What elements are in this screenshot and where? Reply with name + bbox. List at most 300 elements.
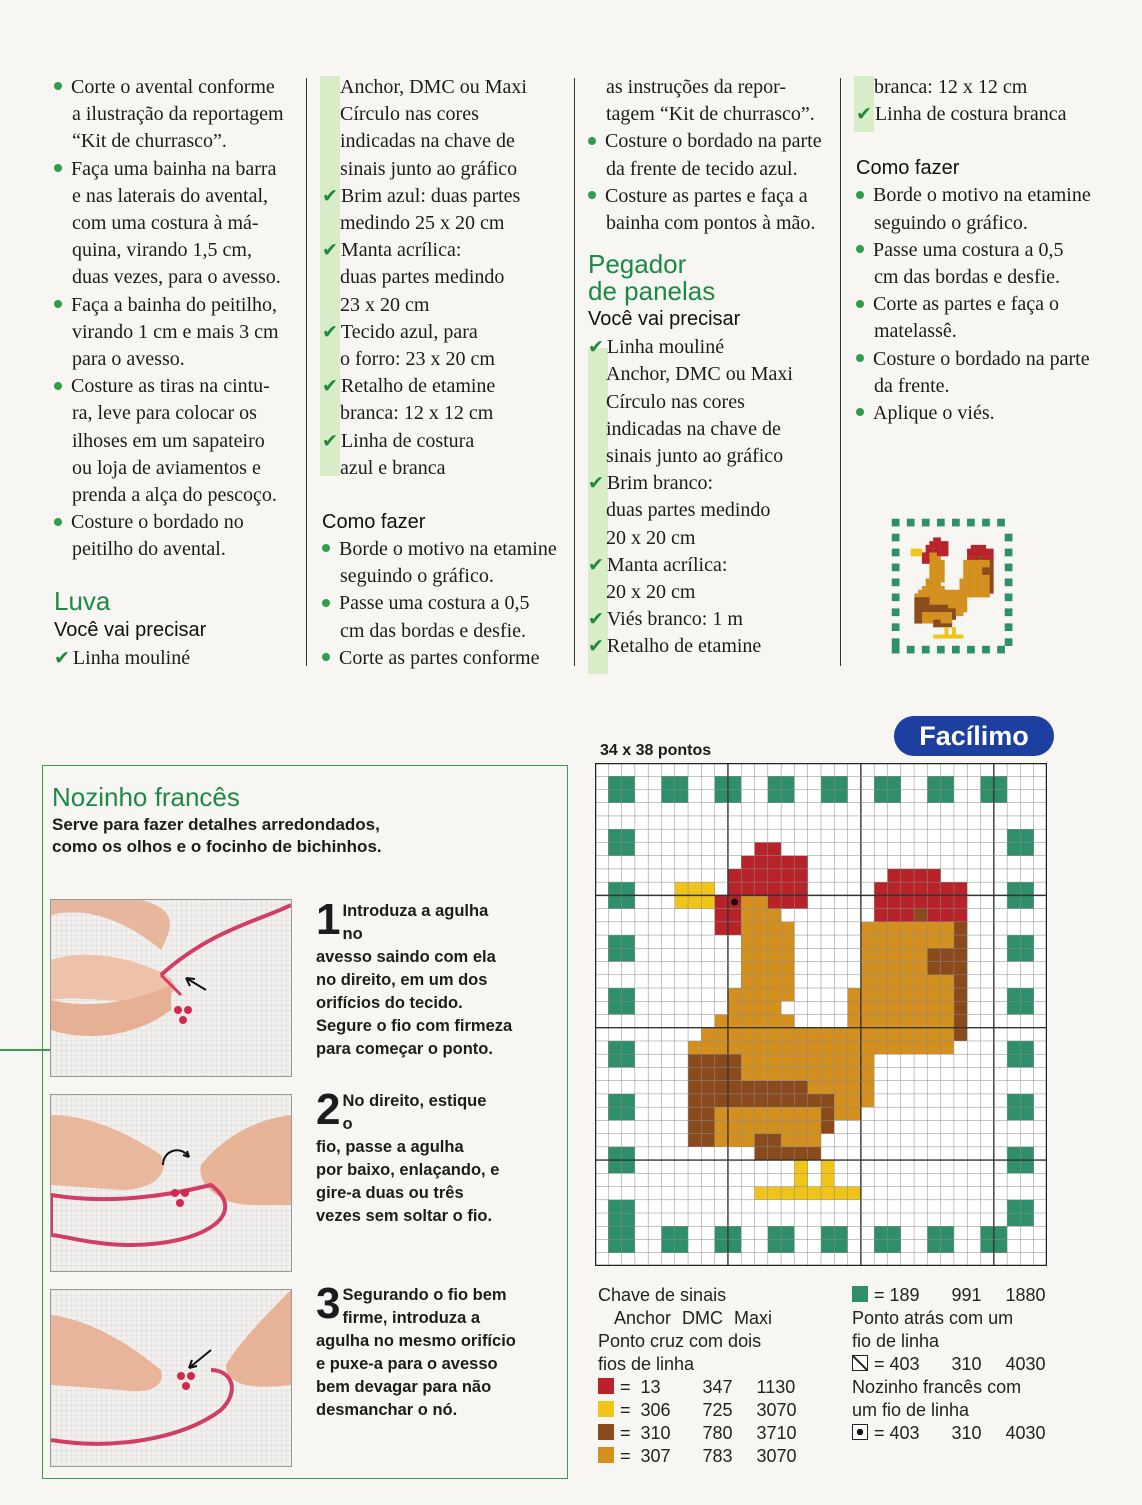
thumb-cell (941, 579, 945, 583)
thumb-cell (967, 564, 971, 568)
stitch-cell (768, 842, 781, 855)
stitch-cell (901, 909, 914, 922)
stitch-cell (874, 1041, 887, 1054)
thumb-cell (948, 593, 952, 597)
thumb-cell (929, 593, 933, 597)
step-text-line: por baixo, enlaçando, e (316, 1161, 500, 1179)
stitch-cell (768, 1094, 781, 1107)
stitch-cell (768, 776, 781, 789)
text-line-content: da frente de tecido azul. (606, 157, 798, 180)
stitch-cell (728, 1015, 741, 1028)
stitch-cell (781, 869, 794, 882)
stitch-cell (715, 1041, 728, 1054)
stitch-cell (728, 922, 741, 935)
text-line (54, 455, 302, 482)
text-line-content: prenda a alça do pescoço. (72, 484, 277, 507)
stitch-cell (874, 935, 887, 948)
nozinho-subtitle-line-1: Serve para fazer detalhes arredondados, (52, 815, 380, 834)
stitch-cell (901, 975, 914, 988)
stitch-cell (622, 1147, 635, 1160)
backstitch-symbol-icon (852, 1355, 868, 1371)
stitch-cell (901, 935, 914, 948)
stitch-cell (808, 1134, 821, 1147)
stitch-cell (701, 1081, 714, 1094)
text-line-content: quina, virando 1,5 cm, (72, 239, 252, 262)
text-line (856, 237, 1106, 264)
text-line (54, 128, 302, 155)
stitch-cell (781, 1028, 794, 1041)
stitch-cell (1020, 1160, 1033, 1173)
text-line (54, 101, 302, 128)
check-icon: ✔ (322, 375, 338, 398)
text-line-content: e nas laterais do avental, (72, 184, 269, 207)
thumb-cell (896, 552, 900, 556)
thumb-cell (1005, 623, 1009, 627)
stitch-cell (954, 1001, 967, 1014)
stitch-cell (1020, 1001, 1033, 1014)
stitch-cell (994, 1240, 1007, 1253)
thumb-cell (896, 638, 900, 642)
thumb-cell (929, 549, 933, 553)
bullet-icon (54, 382, 62, 390)
stitch-cell (715, 895, 728, 908)
stitch-cell (874, 948, 887, 961)
stitch-cell (887, 975, 900, 988)
thumb-cell (929, 571, 933, 575)
thumb-cell (933, 590, 937, 594)
thumb-cell (986, 560, 990, 564)
stitch-cell (781, 1094, 794, 1107)
stitch-cell (927, 789, 940, 802)
luva-subtitle: Você vai precisar (54, 618, 207, 641)
thumb-cell (929, 552, 933, 556)
stitch-cell (768, 909, 781, 922)
stitch-cell (728, 882, 741, 895)
thumb-cell (1005, 537, 1009, 541)
stitch-cell (675, 1240, 688, 1253)
thumb-cell (978, 564, 982, 568)
stitch-cell (715, 1081, 728, 1094)
thumb-cell (952, 593, 956, 597)
thumb-cell (937, 635, 941, 639)
french-knot-symbol-icon (852, 1424, 868, 1440)
thumb-cell (922, 519, 926, 523)
thumb-cell (937, 620, 941, 624)
stitch-cell (874, 962, 887, 975)
text-line (322, 183, 570, 210)
thumb-cell (926, 586, 930, 590)
text-line (54, 536, 302, 563)
thumb-cell (911, 519, 915, 523)
thumb-cell (1005, 552, 1009, 556)
step-text-line: orifícios do tecido. (316, 994, 463, 1012)
text-line-content: Anchor, DMC ou Maxi (606, 363, 793, 386)
stitch-cell (927, 935, 940, 948)
thumb-cell (914, 549, 918, 553)
stitch-cell (848, 1054, 861, 1067)
stitch-cell (848, 1041, 861, 1054)
check-icon: ✔ (588, 635, 604, 658)
text-line-content: Viés branco: 1 m (606, 608, 743, 631)
thumb-cell (975, 545, 979, 549)
stitch-cell (701, 882, 714, 895)
thumb-cell (963, 582, 967, 586)
thumb-cell (944, 601, 948, 605)
thumb-cell (986, 579, 990, 583)
thumb-cell (975, 575, 979, 579)
thumb-cell (944, 627, 948, 631)
thumb-cell (941, 597, 945, 601)
check-icon: ✔ (588, 553, 604, 576)
stitch-cell (741, 1134, 754, 1147)
stitch-cell (1007, 882, 1020, 895)
thumb-cell (911, 650, 915, 654)
stitch-cell (741, 922, 754, 935)
stitch-cell (927, 776, 940, 789)
stitch-cell (781, 1081, 794, 1094)
thumb-cell (929, 620, 933, 624)
thumb-cell (896, 646, 900, 650)
thumb-cell (922, 593, 926, 597)
stitch-cell (768, 1054, 781, 1067)
thumb-cell (956, 590, 960, 594)
stitch-cell (755, 962, 768, 975)
thumb-cell (975, 571, 979, 575)
stitch-cell (861, 1081, 874, 1094)
stitch-cell (755, 882, 768, 895)
text-line (54, 156, 302, 183)
cross-stitch-chart (595, 763, 1047, 1266)
thumb-cell (896, 522, 900, 526)
thumb-cell (896, 567, 900, 571)
thumb-cell (963, 579, 967, 583)
thumb-cell (982, 522, 986, 526)
thumb-cell (952, 608, 956, 612)
stitch-cell (608, 1107, 621, 1120)
step-text-line: gire-a duas ou três (316, 1184, 464, 1202)
stitch-cell (741, 988, 754, 1001)
thumb-cell (933, 623, 937, 627)
thumb-cell (892, 522, 896, 526)
thumb-cell (937, 545, 941, 549)
thumb-cell (918, 605, 922, 609)
thumb-cell (960, 593, 964, 597)
stitch-cell (794, 1107, 807, 1120)
text-line (588, 334, 838, 361)
legend-row: = 13 347 1130 (598, 1376, 797, 1399)
stitch-cell (914, 895, 927, 908)
stitch-cell (661, 789, 674, 802)
stitch-cell (994, 776, 1007, 789)
stitch-cell (808, 1107, 821, 1120)
stitch-cell (741, 1041, 754, 1054)
column-rule-2 (574, 78, 575, 666)
bullet-icon (322, 544, 330, 552)
stitch-cell (768, 895, 781, 908)
stitch-cell (981, 776, 994, 789)
thumb-cell (982, 567, 986, 571)
thumb-cell (971, 564, 975, 568)
stitch-cell (887, 869, 900, 882)
thumb-cell (941, 605, 945, 609)
column-1 (54, 74, 302, 672)
stitch-cell (848, 1187, 861, 1200)
stitch-cell (768, 1240, 781, 1253)
text-line-content: Tecido azul, para (340, 320, 478, 343)
stitch-cell (608, 895, 621, 908)
thumb-cell (896, 612, 900, 616)
check-icon: ✔ (54, 646, 70, 669)
stitch-cell (941, 948, 954, 961)
stitch-cell (755, 869, 768, 882)
stitch-cell (768, 1107, 781, 1120)
stitch-cell (914, 1028, 927, 1041)
thumb-cell (952, 612, 956, 616)
thumb-cell (937, 537, 941, 541)
text-line-content: indicadas na chave de (606, 417, 781, 440)
step-text-line: firme, introduza a (342, 1309, 481, 1327)
thumb-cell (952, 631, 956, 635)
thumb-cell (1005, 582, 1009, 586)
step-text-line: desmanchar o nó. (316, 1401, 458, 1419)
stitch-cell (808, 1054, 821, 1067)
stitch-cell (914, 962, 927, 975)
stitch-cell (755, 1081, 768, 1094)
column-2 (322, 74, 570, 672)
thumb-cell (929, 608, 933, 612)
stitch-cell (887, 1240, 900, 1253)
thumb-cell (941, 567, 945, 571)
stitch-cell (688, 1094, 701, 1107)
thumb-cell (975, 556, 979, 560)
stitch-cell (688, 1107, 701, 1120)
stitch-cell (981, 1226, 994, 1239)
thumb-cell (1008, 612, 1012, 616)
thumb-cell (982, 549, 986, 553)
thumb-cell (918, 608, 922, 612)
thumb-cell (892, 593, 896, 597)
stitch-cell (622, 776, 635, 789)
stitch-cell (914, 988, 927, 1001)
thumb-cell (944, 631, 948, 635)
text-line-content: branca: 12 x 12 cm (340, 402, 494, 425)
thumb-cell (933, 556, 937, 560)
step-3-text (316, 1279, 516, 1422)
thumb-cell (960, 605, 964, 609)
thumb-cell (982, 646, 986, 650)
stitch-cell (608, 882, 621, 895)
stitch-cell (1007, 829, 1020, 842)
text-line-content: com uma costura à má- (72, 212, 259, 235)
text-line-content: Anchor, DMC ou Maxi (340, 76, 527, 98)
stitch-cell (874, 1028, 887, 1041)
check-icon: ✔ (856, 103, 872, 126)
thumb-cell (933, 571, 937, 575)
thumb-cell (967, 586, 971, 590)
column-rule-1 (306, 78, 307, 666)
stitch-cell (954, 909, 967, 922)
thumb-cell (941, 601, 945, 605)
legend-cross-title-2: fios de linha (598, 1354, 695, 1374)
thumb-cell (896, 582, 900, 586)
thumb-cell (1008, 552, 1012, 556)
thumb-cell (914, 552, 918, 556)
stitch-cell (887, 882, 900, 895)
stitch-cell (834, 1107, 847, 1120)
stitch-cell (874, 909, 887, 922)
thumb-cell (948, 635, 952, 639)
thumb-cell (892, 623, 896, 627)
stitch-cell (914, 869, 927, 882)
stitch-cell (1007, 935, 1020, 948)
thumb-cell (967, 593, 971, 597)
text-line (588, 210, 838, 237)
text-line (54, 428, 302, 455)
stitch-cell (781, 1067, 794, 1080)
thumb-cell (986, 650, 990, 654)
thumb-cell (971, 575, 975, 579)
thumb-cell (967, 567, 971, 571)
stitch-cell (927, 948, 940, 961)
thumb-cell (941, 635, 945, 639)
thumb-cell (956, 522, 960, 526)
stitch-cell (794, 1028, 807, 1041)
stitch-cell (941, 909, 954, 922)
step-3-photo (50, 1289, 292, 1467)
thumb-cell (907, 646, 911, 650)
thumb-cell (1005, 567, 1009, 571)
thumb-cell (948, 612, 952, 616)
stitch-cell (701, 1134, 714, 1147)
stitch-cell (608, 1240, 621, 1253)
bullet-icon (588, 137, 596, 145)
thumb-cell (892, 579, 896, 583)
stitch-cell (728, 869, 741, 882)
column-4 (856, 74, 1106, 427)
stitch-cell (914, 1015, 927, 1028)
como-fazer-title-4: Como fazer (856, 157, 960, 180)
stitch-cell (834, 776, 847, 789)
thumb-cell (990, 564, 994, 568)
stitch-cell (768, 948, 781, 961)
stitch-cell (887, 962, 900, 975)
thumb-cell (1008, 534, 1012, 538)
stitch-cell (728, 909, 741, 922)
thumb-cell (956, 646, 960, 650)
stitch-cell (768, 1001, 781, 1014)
thumb-cell (986, 567, 990, 571)
thumb-cell (892, 627, 896, 631)
stitch-cell (848, 1015, 861, 1028)
stitch-cell (1020, 882, 1033, 895)
thumb-cell (982, 586, 986, 590)
stitch-cell (914, 882, 927, 895)
stitch-cell (1020, 829, 1033, 842)
thumb-cell (978, 549, 982, 553)
thumb-cell (1005, 549, 1009, 553)
thumb-cell (1008, 537, 1012, 541)
stitch-cell (874, 1015, 887, 1028)
stitch-cell (901, 1028, 914, 1041)
stitch-cell (622, 1054, 635, 1067)
text-line-content: Costure o bordado no (71, 511, 244, 534)
stitch-cell (927, 1041, 940, 1054)
thumb-cell (956, 593, 960, 597)
stitch-cell (688, 1054, 701, 1067)
stitch-cell (834, 1226, 847, 1239)
thumb-cell (967, 549, 971, 553)
stitch-cell (768, 882, 781, 895)
stitch-cell (848, 1028, 861, 1041)
stitch-cell (608, 1200, 621, 1213)
stitch-cell (622, 1001, 635, 1014)
thumb-cell (892, 534, 896, 538)
thumb-cell (975, 593, 979, 597)
thumb-cell (952, 519, 956, 523)
stitch-cell (715, 1226, 728, 1239)
stitch-cell (887, 948, 900, 961)
thumb-cell (929, 601, 933, 605)
stitch-cell (608, 1001, 621, 1014)
stitch-cell (1007, 1001, 1020, 1014)
stitch-cell (755, 988, 768, 1001)
thumb-cell (944, 545, 948, 549)
thumb-cell (967, 560, 971, 564)
stitch-cell (941, 776, 954, 789)
thumb-cell (944, 593, 948, 597)
thumb-cell (941, 549, 945, 553)
stitch-cell (821, 1173, 834, 1186)
thumb-cell (944, 612, 948, 616)
stitch-cell (715, 1134, 728, 1147)
thumb-cell (960, 586, 964, 590)
stitch-cell (941, 895, 954, 908)
thumb-cell (944, 608, 948, 612)
stitch-cell (941, 935, 954, 948)
stitch-cell (821, 1054, 834, 1067)
stitch-cell (755, 1187, 768, 1200)
stitch-cell (715, 1120, 728, 1133)
color-swatch (598, 1447, 614, 1463)
step-text-line: para começar o ponto. (316, 1040, 493, 1058)
thumb-cell (963, 593, 967, 597)
legend-row-knot: = 403 310 4030 (852, 1422, 1046, 1445)
thumb-cell (911, 552, 915, 556)
stitch-cell (781, 776, 794, 789)
stitch-cell (887, 1226, 900, 1239)
text-line-content: virando 1 cm e mais 3 cm (72, 320, 279, 343)
thumb-cell (941, 545, 945, 549)
stitch-cell (768, 856, 781, 869)
thumb-cell (944, 605, 948, 609)
stitch-cell (954, 975, 967, 988)
thumb-cell (963, 586, 967, 590)
stitch-cell (728, 1120, 741, 1133)
stitch-cell (1007, 1147, 1020, 1160)
bullet-icon (856, 408, 864, 416)
stitch-cell (874, 789, 887, 802)
thumb-cell (963, 567, 967, 571)
thumb-cell (933, 582, 937, 586)
thumb-cell (971, 556, 975, 560)
text-line (322, 428, 570, 455)
stitch-cell (741, 1067, 754, 1080)
thumb-cell (971, 567, 975, 571)
text-line-content: ra, leve para colocar os (72, 402, 257, 425)
thumb-cell (963, 608, 967, 612)
stitch-cell (768, 922, 781, 935)
thumb-cell (929, 556, 933, 560)
